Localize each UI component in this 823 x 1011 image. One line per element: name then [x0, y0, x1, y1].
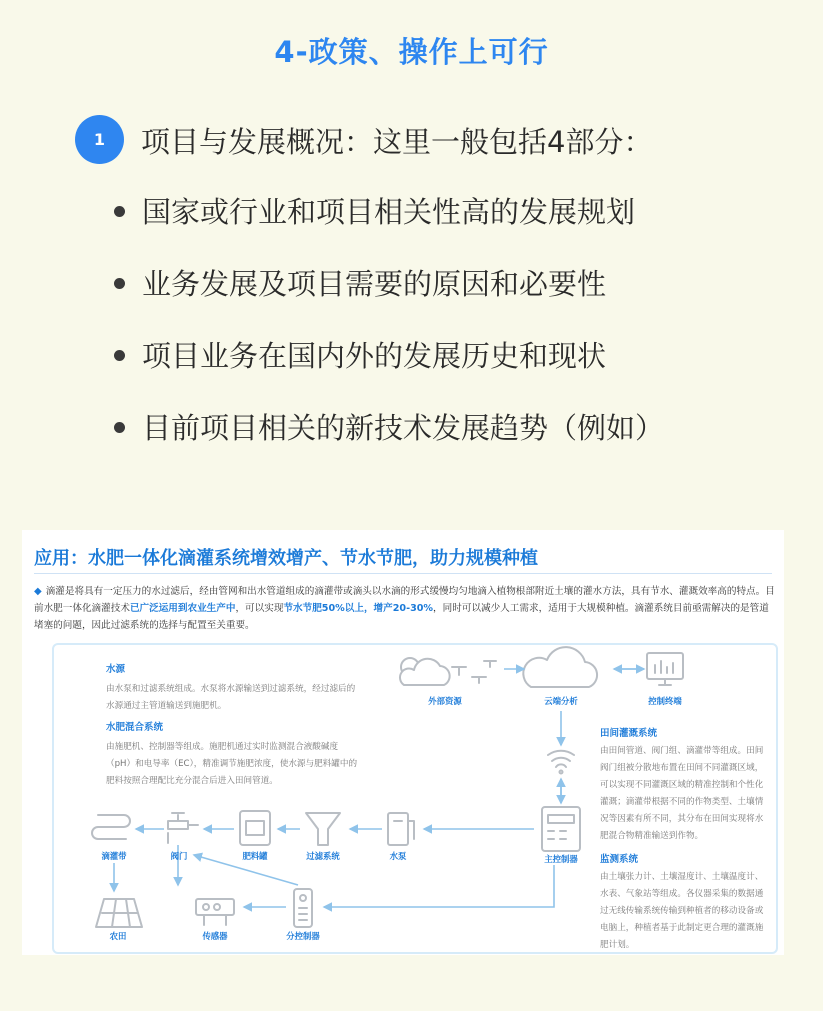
bullet-list — [112, 188, 664, 476]
bullet-item — [112, 188, 664, 260]
bullet-text: 项目业务在国内外的发展历史和现状 — [142, 339, 607, 373]
sub-controller-icon — [294, 889, 312, 927]
cloud-icon — [523, 647, 597, 687]
diagram-panel — [52, 643, 778, 954]
bullet-item — [112, 332, 664, 404]
section-heading: 项目与发展概况：这里一般包括4部分： — [141, 125, 653, 159]
monitoring-title: 监测系统 — [600, 854, 639, 865]
infographic-title: 应用：水肥一体化滴灌系统增效增产、节水节肥，助力规模种植 — [34, 548, 538, 569]
valve-icon — [168, 813, 198, 843]
label-filter-system: 过滤系统 — [306, 851, 340, 861]
bullet-dot-icon — [114, 206, 125, 217]
infographic-card — [22, 530, 784, 955]
bullet-text: 国家或行业和项目相关性高的发展规划 — [142, 195, 636, 229]
label-cloud-analysis: 云端分析 — [544, 696, 578, 706]
label-main-controller: 主控制器 — [544, 854, 578, 864]
bullet-text: 业务发展及项目需要的原因和必要性 — [142, 267, 607, 301]
field-irrigation-body: 由田间管道、阀门组、滴灌带等组成。田间阀门组被分散地布置在田间不同灌溉区域，可以实现不同灌溉区域的精准控制和个性化灌溉；滴灌带根据不同的作物类型、土壤情况等因素有所不同，其分布在田间实现将水肥混合物精准输送到作物。 — [600, 746, 764, 841]
water-source-title: 水源 — [106, 664, 126, 675]
monitor-icon — [647, 653, 683, 685]
pump-icon — [388, 813, 414, 845]
drip-tape-icon — [92, 815, 130, 839]
label-external-resources: 外部资源 — [428, 696, 462, 706]
bullet-dot-icon — [114, 278, 125, 289]
bullet-item — [112, 260, 664, 332]
bullet-dot-icon — [114, 422, 125, 433]
label-sub-controller: 分控制器 — [286, 931, 320, 941]
diamond-bullet-icon: ◆ — [34, 586, 42, 597]
bullet-item — [112, 404, 664, 476]
intro-paragraph: ◆ 滴灌是将具有一定压力的水过滤后，经由管网和出水管道组成的滴灌带或滴头以水滴的形式缓慢均匀地滴入植物根部附近土壤的灌水方法，具有节水、灌溉效率高的特点。目前水肥一体化滴灌技术已广泛运用到农业生产中，可以实现节水节肥50%以上，增产20-30%，同时可以减少人工需求，适用于大规模种植。滴灌系统目前亟需解决的是管道堵塞的问题，因此过滤系统的选择与配置至关重要。 — [34, 586, 775, 631]
wifi-icon — [548, 751, 574, 774]
bullet-text: 目前项目相关的新技术发展趋势（例如） — [142, 411, 665, 445]
external-resources-icon — [400, 658, 496, 685]
mixing-title: 水肥混合系统 — [106, 722, 164, 733]
fertilizer-tank-icon — [240, 811, 270, 845]
sensor-icon — [196, 899, 234, 925]
bullet-dot-icon — [114, 350, 125, 361]
label-sensor: 传感器 — [202, 931, 228, 941]
label-fertilizer-tank: 肥料罐 — [242, 851, 268, 861]
label-valve: 阀门 — [170, 851, 188, 861]
label-field: 农田 — [109, 931, 127, 941]
label-pump: 水泵 — [389, 851, 407, 861]
water-source-body: 由水泵和过滤系统组成。水泵将水源输送到过滤系统，经过滤后的水源通过主管道输送到施肥机。 — [106, 684, 356, 711]
arrow — [324, 865, 554, 907]
label-control-terminal: 控制终端 — [648, 696, 682, 706]
step-number-badge: 1 — [75, 115, 124, 164]
monitoring-body: 由土壤张力计、土壤湿度计、土壤温度计、水表、气象站等组成。各仪器采集的数据通过无线传输系统传输到种植者的移动设备或电脑上，种植者基于此制定更合理的灌溉施肥计划。 — [600, 872, 764, 950]
main-controller-icon — [542, 807, 580, 851]
title-divider — [34, 573, 772, 574]
filter-icon — [306, 813, 340, 845]
page-title: 4-政策、操作上可行 — [274, 35, 549, 69]
label-drip-tape: 滴灌带 — [101, 851, 127, 861]
field-irrigation-title: 田间灌溉系统 — [600, 728, 658, 739]
mixing-body: 由施肥机、控制器等组成。施肥机通过实时监测混合液酸碱度（pH）和电导率（EC），精准调节施肥浓度，使水源与肥料罐中的肥料按照合理配比充分混合后进入田间管道。 — [106, 742, 358, 786]
field-icon — [96, 899, 142, 927]
